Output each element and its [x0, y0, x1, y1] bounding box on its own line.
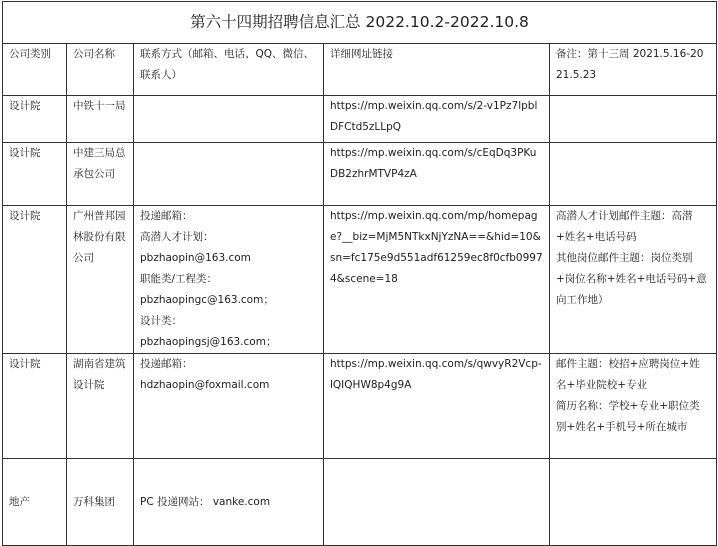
- table-title: 第六十四期招聘信息汇总 2022.10.2-2022.10.8: [3, 2, 717, 44]
- row-contact: PC 投递网站： vanke.com: [134, 459, 324, 546]
- table-row: [3, 206, 717, 354]
- contact-email[interactable]: pbzhaopingc@163.com；: [140, 294, 274, 306]
- row-link: [324, 459, 550, 546]
- row-note: [550, 206, 717, 354]
- row-note: [550, 459, 717, 546]
- contact-email[interactable]: hdzhaopin@foxmail.com: [140, 379, 270, 391]
- row-note: [550, 96, 717, 143]
- note-line: 简历名称：学校+专业+职位类别+姓名+手机号+所在城市: [556, 400, 700, 433]
- recruitment-table: [2, 1, 717, 546]
- table-row: [3, 354, 717, 459]
- header-link: 详细网址链接: [324, 44, 550, 96]
- row-category: 地产: [3, 459, 67, 546]
- header-category: 公司类别: [3, 44, 67, 96]
- row-contact: [134, 143, 324, 206]
- row-link[interactable]: https://mp.weixin.qq.com/mp/homepage?__biz=MjM5NTkxNjYzNA==&hid=10&sn=fc175e9d551adf61259ec8f0cfb09974&scene=18: [324, 206, 550, 354]
- row-link[interactable]: https://mp.weixin.qq.com/s/2-v1Pz7lpblDFCtd5zLLpQ: [324, 96, 550, 143]
- row-category: 设计院: [3, 354, 67, 459]
- row-note: [550, 143, 717, 206]
- row-company: 中铁十一局: [67, 96, 134, 143]
- note-line: 高潜人才计划邮件主题：高潜+姓名+电话号码: [556, 210, 693, 243]
- contact-email[interactable]: pbzhaopin@163.com: [140, 252, 251, 264]
- header-note: 备注：第十三周 2021.5.16-2021.5.23: [550, 44, 717, 96]
- row-contact: [134, 206, 324, 354]
- note-line: 其他岗位邮件主题：岗位类别+岗位名称+姓名+电话号码+意向工作地）: [556, 252, 707, 306]
- row-company: 万科集团: [67, 459, 134, 546]
- title-row: [3, 2, 717, 44]
- row-link[interactable]: https://mp.weixin.qq.com/s/cEqDq3PKuDB2zhrMTVP4zA: [324, 143, 550, 206]
- table-row: [3, 459, 717, 546]
- contact-line: 投递邮箱：: [140, 358, 193, 370]
- row-category: 设计院: [3, 96, 67, 143]
- row-contact: [134, 354, 324, 459]
- header-row: [3, 44, 717, 96]
- table-row: [3, 143, 717, 206]
- contact-line: 设计类：: [140, 315, 182, 327]
- contact-line: 职能类/工程类：: [140, 273, 218, 285]
- row-company: 广州普邦园林股份有限公司: [67, 206, 134, 354]
- row-note: [550, 354, 717, 459]
- row-company: 湖南省建筑设计院: [67, 354, 134, 459]
- contact-line: 高潜人才计划：: [140, 231, 214, 243]
- row-contact: [134, 96, 324, 143]
- row-category: 设计院: [3, 143, 67, 206]
- contact-line: 投递邮箱：: [140, 210, 193, 222]
- table-row: [3, 96, 717, 143]
- note-line: 邮件主题：校招+应聘岗位+姓名+毕业院校+专业: [556, 358, 700, 391]
- row-category: 设计院: [3, 206, 67, 354]
- header-company: 公司名称: [67, 44, 134, 96]
- row-link[interactable]: https://mp.weixin.qq.com/s/qwvyR2Vcp-lQIQHW8p4g9A: [324, 354, 550, 459]
- contact-email[interactable]: pbzhaopingsj@163.com；: [140, 336, 277, 348]
- row-company: 中建三局总承包公司: [67, 143, 134, 206]
- header-contact: 联系方式（邮箱、电话、QQ、微信、联系人）: [134, 44, 324, 96]
